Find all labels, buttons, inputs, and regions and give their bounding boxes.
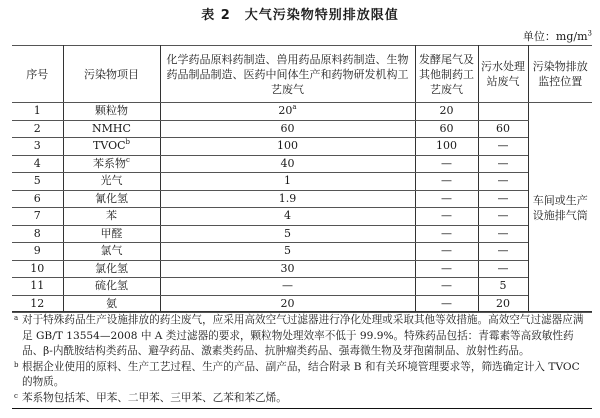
table-row <box>12 138 592 156</box>
cell-limit-wastewater-text: — <box>497 191 509 205</box>
note-mark: c <box>14 391 18 400</box>
cell-limit-chemical-text: 5 <box>284 226 291 240</box>
cell-no-text: 2 <box>33 121 41 135</box>
cell-no <box>12 278 63 296</box>
cell-limit-wastewater-text: — <box>497 226 509 240</box>
cell-pollutant-text: TVOC <box>92 139 126 153</box>
cell-limit-chemical <box>160 120 415 138</box>
cell-limit-chemical-text: 60 <box>280 121 295 135</box>
cell-no-text: 5 <box>33 174 41 188</box>
cell-no <box>12 155 63 173</box>
cell-limit-chemical <box>160 208 415 226</box>
cell-limit-wastewater <box>478 190 528 208</box>
cell-limit-fermentation <box>415 295 478 313</box>
cell-pollutant-text: 颗粒物 <box>95 104 128 118</box>
cell-no <box>12 138 63 156</box>
header-monitor-location: 污染物排放监控位置 <box>528 46 592 103</box>
cell-limit-chemical-text: 30 <box>280 261 295 275</box>
cell-pollutant <box>63 295 160 313</box>
table-row <box>12 243 592 261</box>
cell-pollutant-text: 光气 <box>100 174 123 188</box>
cell-limit-fermentation-text: — <box>441 174 452 188</box>
note-text: 根据企业使用的原料、生产工艺过程、生产的产品、副产品，结合附录 B 和有关环境管理要求等，筛选确定计入 TVOC 的物质。 <box>22 360 580 388</box>
cell-limit-wastewater <box>478 138 528 156</box>
cell-no-text: 1 <box>33 104 41 118</box>
cell-pollutant-text: 氨 <box>106 296 117 310</box>
table-title: 表 2 大气污染物特别排放限值 <box>201 8 399 23</box>
cell-limit-wastewater <box>478 173 528 191</box>
cell-limit-wastewater-text: — <box>497 156 509 170</box>
cell-pollutant <box>63 278 160 296</box>
cell-limit-fermentation-text: — <box>441 209 452 223</box>
cell-limit-wastewater-text: — <box>497 261 509 275</box>
cell-limit-fermentation <box>415 278 478 296</box>
footnote-mark: a <box>292 103 297 112</box>
table-notes <box>12 311 592 409</box>
cell-limit-fermentation-text: — <box>441 226 452 240</box>
cell-no-text: 3 <box>33 139 41 153</box>
table-row <box>12 278 592 296</box>
cell-limit-wastewater <box>478 120 528 138</box>
cell-limit-fermentation-text: 60 <box>439 121 454 135</box>
cell-pollutant <box>63 138 160 156</box>
cell-limit-chemical <box>160 225 415 243</box>
cell-pollutant <box>63 155 160 173</box>
cell-pollutant-text: 氯化氢 <box>95 261 128 275</box>
cell-limit-fermentation-text: 100 <box>436 139 457 153</box>
cell-no <box>12 103 63 121</box>
header-pollutant: 污染物项目 <box>63 46 160 103</box>
cell-limit-fermentation <box>415 243 478 261</box>
cell-no-text: 7 <box>33 209 41 223</box>
cell-no <box>12 173 63 191</box>
table-row <box>12 225 592 243</box>
cell-pollutant <box>63 243 160 261</box>
cell-limit-fermentation <box>415 103 478 121</box>
cell-limit-fermentation <box>415 173 478 191</box>
cell-no <box>12 208 63 226</box>
cell-pollutant-text: 苯 <box>106 209 117 223</box>
cell-limit-wastewater <box>478 278 528 296</box>
cell-limit-chemical-text: 20 <box>278 104 293 118</box>
cell-limit-fermentation <box>415 225 478 243</box>
note-a <box>12 313 592 360</box>
cell-limit-chemical <box>160 138 415 156</box>
cell-limit-wastewater <box>478 295 528 313</box>
cell-limit-chemical <box>160 155 415 173</box>
cell-limit-wastewater <box>478 103 528 121</box>
cell-no-text: 11 <box>30 279 45 293</box>
cell-limit-chemical-text: 20 <box>280 296 295 310</box>
unit-text: 单位：mg/m <box>522 30 588 43</box>
cell-pollutant-text: 氯气 <box>100 244 123 258</box>
cell-limit-fermentation-text: — <box>441 156 452 170</box>
cell-pollutant-text: 苯系物 <box>93 156 127 170</box>
cell-limit-fermentation <box>415 260 478 278</box>
table-body <box>12 103 592 313</box>
note-mark: b <box>14 360 19 369</box>
cell-monitor-location: 车间或生产设施排气筒 <box>528 103 592 313</box>
cell-limit-chemical-text: 1.9 <box>278 191 297 205</box>
cell-pollutant-text: 氰化氢 <box>95 191 128 205</box>
cell-limit-fermentation <box>415 190 478 208</box>
table-row <box>12 173 592 191</box>
cell-no <box>12 190 63 208</box>
cell-limit-wastewater-text: 5 <box>499 279 507 293</box>
table-row <box>12 155 592 173</box>
cell-limit-fermentation <box>415 138 478 156</box>
cell-no-text: 9 <box>33 244 41 258</box>
table-header-row <box>12 46 592 103</box>
cell-pollutant <box>63 190 160 208</box>
cell-limit-fermentation <box>415 120 478 138</box>
cell-pollutant <box>63 103 160 121</box>
cell-limit-wastewater-text: — <box>497 139 509 153</box>
table-row <box>12 208 592 226</box>
table-row <box>12 120 592 138</box>
cell-no <box>12 243 63 261</box>
cell-no-text: 10 <box>30 261 45 275</box>
cell-no-text: 4 <box>33 156 41 170</box>
cell-pollutant <box>63 173 160 191</box>
cell-no-text: 8 <box>33 226 41 240</box>
note-c <box>12 391 592 407</box>
note-text: 苯系物包括苯、甲苯、二甲苯、三甲苯、乙苯和苯乙烯。 <box>22 391 287 404</box>
cell-limit-chemical <box>160 190 415 208</box>
header-no: 序号 <box>12 46 63 103</box>
cell-limit-chemical <box>160 278 415 296</box>
cell-limit-chemical-text: 5 <box>284 244 291 258</box>
emission-limits-table <box>12 45 592 313</box>
cell-no-text: 12 <box>30 296 45 310</box>
cell-limit-wastewater-text: — <box>497 244 509 258</box>
header-fermentation: 发酵尾气及其他制药工艺废气 <box>415 46 478 103</box>
cell-limit-chemical-text: — <box>282 279 293 293</box>
cell-limit-chemical-text: 1 <box>284 174 291 188</box>
cell-pollutant <box>63 120 160 138</box>
table-row <box>12 103 592 121</box>
cell-limit-fermentation-text: 20 <box>439 104 454 118</box>
cell-limit-wastewater-text: — <box>497 174 509 188</box>
cell-limit-wastewater <box>478 225 528 243</box>
cell-limit-chemical-text: 100 <box>277 139 298 153</box>
table-row <box>12 295 592 313</box>
table-row <box>12 260 592 278</box>
cell-limit-chemical <box>160 260 415 278</box>
cell-limit-wastewater <box>478 243 528 261</box>
cell-limit-fermentation-text: — <box>441 279 452 293</box>
header-wastewater: 污水处理站废气 <box>478 46 528 103</box>
cell-limit-fermentation <box>415 155 478 173</box>
cell-limit-wastewater-text: 60 <box>496 121 510 135</box>
cell-limit-chemical <box>160 103 415 121</box>
cell-no <box>12 225 63 243</box>
table-row <box>12 190 592 208</box>
cell-limit-wastewater-text: 20 <box>496 296 510 310</box>
cell-limit-chemical <box>160 173 415 191</box>
cell-limit-chemical-text: 4 <box>284 209 291 223</box>
cell-pollutant <box>63 225 160 243</box>
cell-limit-fermentation-text: — <box>441 261 452 275</box>
unit-label <box>523 28 592 44</box>
cell-limit-wastewater <box>478 260 528 278</box>
cell-limit-fermentation-text: — <box>441 244 452 258</box>
cell-limit-fermentation-text: — <box>441 191 452 205</box>
cell-pollutant <box>63 260 160 278</box>
cell-pollutant-text: NMHC <box>92 121 131 135</box>
cell-no <box>12 260 63 278</box>
cell-pollutant-text: 甲醛 <box>100 226 123 240</box>
cell-no <box>12 295 63 313</box>
footnote-mark: c <box>126 155 130 164</box>
footnote-mark: b <box>125 138 130 147</box>
cell-pollutant-text: 硫化氢 <box>95 279 128 293</box>
cell-limit-wastewater <box>478 208 528 226</box>
cell-limit-chemical <box>160 243 415 261</box>
cell-limit-chemical-text: 40 <box>280 156 295 170</box>
cell-no-text: 6 <box>33 191 41 205</box>
cell-limit-wastewater-text: — <box>497 209 509 223</box>
cell-limit-wastewater <box>478 155 528 173</box>
cell-no <box>12 120 63 138</box>
note-mark: a <box>14 314 19 322</box>
note-text: 对于特殊药品生产设施排放的药尘废气，应采用高效空气过滤器进行净化处理或采取其他等效措施。高效空气过滤器应满足 GB/T 13554—2008 中 A 类过滤器的要求，颗粒物处理效率不低于 99.9%。特殊药品包括：青霉素等高致敏性药品、β-内酰胺结构类药品、避孕药品、激素类药品、抗肿瘤类药品、强毒微生物及芽孢菌制品、放射性药品。 <box>22 314 584 357</box>
unit-exponent: 3 <box>587 29 592 38</box>
cell-pollutant <box>63 208 160 226</box>
cell-limit-chemical <box>160 295 415 313</box>
note-b <box>12 360 592 391</box>
header-chemical-pharma: 化学药品原料药制造、兽用药品原料药制造、生物药品制品制造、医药中间体生产和药物研发机构工艺废气 <box>160 46 415 103</box>
cell-limit-fermentation-text: — <box>441 296 452 310</box>
cell-limit-fermentation <box>415 208 478 226</box>
